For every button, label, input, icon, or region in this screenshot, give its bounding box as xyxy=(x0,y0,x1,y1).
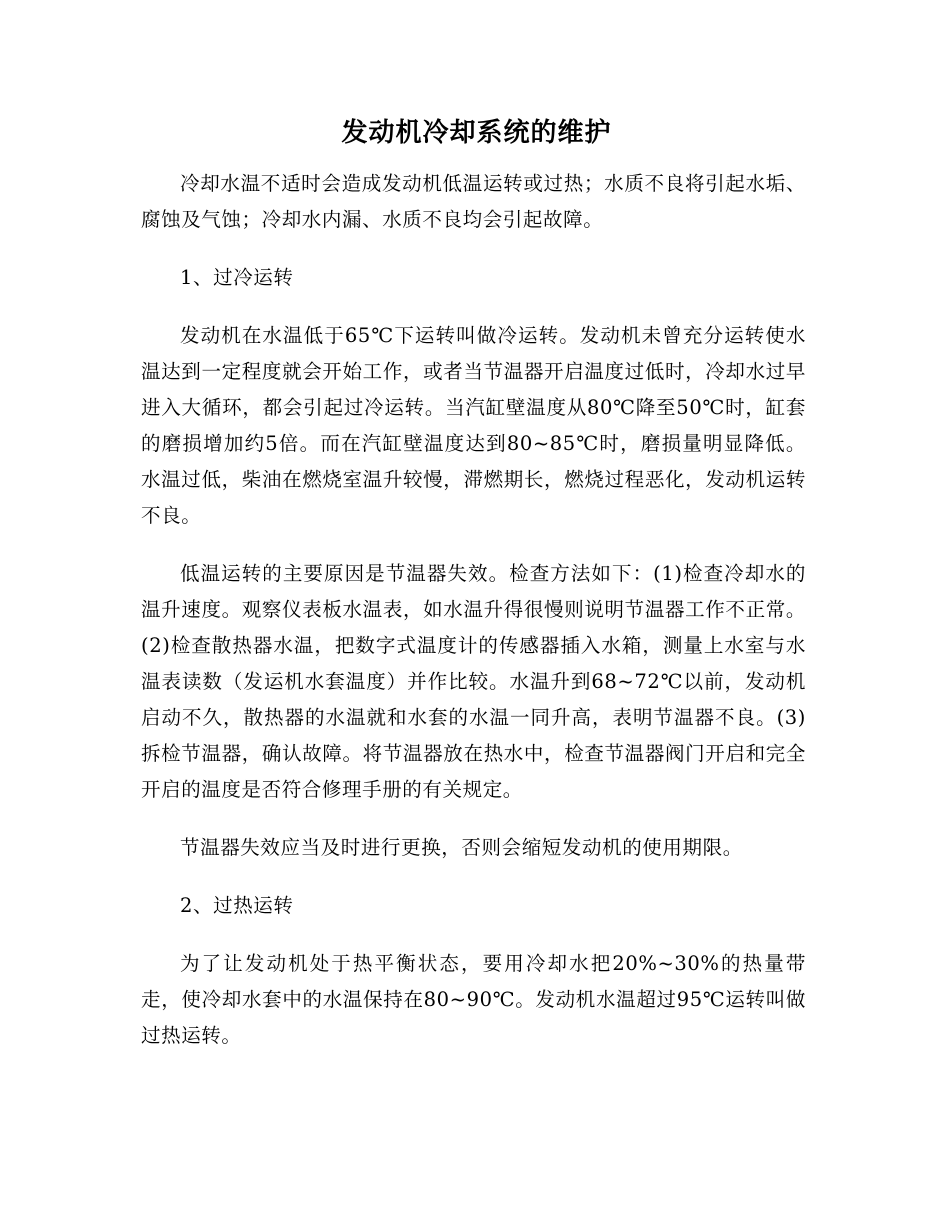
overcooling-paragraph: 发动机在水温低于65℃下运转叫做冷运转。发动机未曾充分运转使水温达到一定程度就会开始工作，或者当节温器开启温度过低时，冷却水过早进入大循环，都会引起过冷运转。当汽缸壁温度从80℃降至50℃时，缸套的磨损增加约5倍。而在汽缸壁温度达到80~85℃时，磨损量明显降低。水温过低，柴油在燃烧室温升较慢，滞燃期长，燃烧过程恶化，发动机运转不良。 xyxy=(141,324,806,527)
thermostat-replace-paragraph: 节温器失效应当及时进行更换，否则会缩短发动机的使用期限。 xyxy=(180,836,743,859)
overheating-paragraph: 为了让发动机处于热平衡状态，要用冷却水把20%~30%的热量带走，使冷却水套中的水温保持在80~90℃。发动机水温超过95℃运转叫做过热运转。 xyxy=(141,952,806,1047)
thermostat-check-paragraph: 低温运转的主要原因是节温器失效。检查方法如下：(1)检查冷却水的温升速度。观察仪表板水温表，如水温升得很慢则说明节温器工作不正常。(2)检查散热器水温，把数字式温度计的传感器插入水箱，测量上水室与水温表读数（发运机水套温度）并作比较。水温升到68~72℃以前，发动机启动不久，散热器的水温就和水套的水温一同升高，表明节温器不良。(3)拆检节温器，确认故障。将节温器放在热水中，检查节温器阀门开启和完全开启的温度是否符合修理手册的有关规定。 xyxy=(141,562,806,801)
document-title: 发动机冷却系统的维护 xyxy=(341,118,612,148)
section-heading-overcooling: 1、过冷运转 xyxy=(180,266,294,289)
section-heading-overheating: 2、过热运转 xyxy=(180,894,294,917)
intro-paragraph: 冷却水温不适时会造成发动机低温运转或过热；水质不良将引起水垢、腐蚀及气蚀；冷却水内漏、水质不良均会引起故障。 xyxy=(141,172,806,231)
document-body xyxy=(141,113,806,1054)
